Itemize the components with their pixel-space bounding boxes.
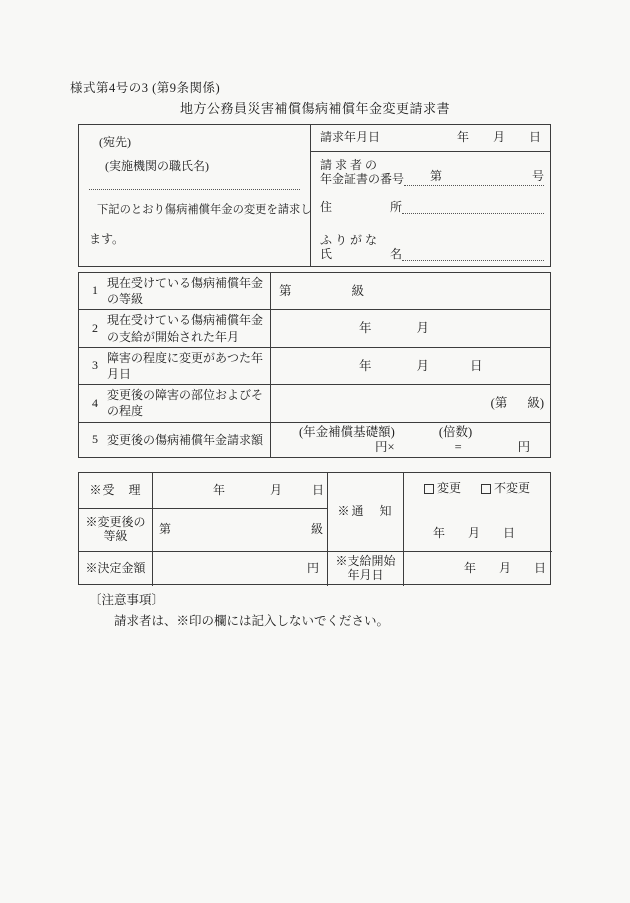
admin-table [78,472,551,585]
row-label: 変更後の障害の部位およびその程度 [107,388,264,419]
name-field [402,260,544,261]
equals-label: = [454,439,462,454]
month-label: 月 [467,526,480,541]
row-label: 現在受けている傷病補償年金の等級 [107,276,264,307]
addressee-cell [79,125,311,266]
new-grade-admin-label: ※変更後の 等級 [79,509,153,552]
row-number: 5 [92,431,98,446]
day-label: 日 [470,358,483,373]
notice-field [404,473,552,552]
checkbox-no-change-icon [481,484,491,494]
day-label: 日 [503,526,516,541]
addressee-label: (宛先) [99,135,131,149]
pension-cert-number-row [311,152,550,191]
payment-start-field [271,310,550,346]
header-table [78,124,551,267]
notes-heading: 〔注意事項〕 [89,593,165,607]
statement-line1: 下記のとおり傷病補償年金の変更を請求し [97,204,312,217]
checkbox-change-label: 変更 [436,481,461,495]
decided-amount-field [153,552,328,586]
new-grade-field [271,385,550,421]
row-label: 障害の程度に変更があつた年月日 [107,350,264,381]
main-table [78,272,551,458]
row-number: 3 [92,358,98,373]
multiplier-label: (倍数) [438,424,473,439]
pension-cert-label: 請 求 者 の 年金証書の番号 [320,157,405,186]
notice-date-field [433,526,521,542]
year-label: 年 [456,130,469,145]
claimant-info-cell [311,125,550,266]
grade-open: (第 [490,396,508,411]
year-label: 年 [432,526,445,541]
dotted-fill-line [89,184,300,190]
month-label: 月 [416,358,430,373]
yen-times-label: 円× [375,439,395,454]
day-label: 日 [533,561,546,576]
name-row [311,219,550,266]
table-row-2 [79,310,550,347]
claim-amount-field [271,423,550,458]
payment-start-admin-field [404,552,552,586]
table-row-5 [79,423,550,458]
grade-close: 級) [527,396,544,411]
form-title: 地方公務員災害補償傷病補償年金変更請求書 [179,101,450,116]
month-label: 月 [498,561,511,576]
furigana-label: ふ り が な [320,233,378,248]
day-label: 日 [528,130,541,145]
current-grade-field [271,273,550,309]
row-number: 1 [92,283,98,298]
yen-label: 円 [517,439,531,454]
agency-label: (実施機関の職氏名) [105,158,209,173]
request-date-row [311,125,550,152]
receipt-label: ※受 理 [79,473,153,509]
go-label: 号 [531,168,544,183]
yen-label: 円 [306,561,319,576]
year-label: 年 [212,482,225,497]
request-date-label: 請求年月日 [320,130,381,145]
payment-start-admin-label: ※支給開始 年月日 [328,552,404,586]
row-label: 現在受けている傷病補償年金の支給が開始された年月 [107,313,264,344]
year-label: 年 [359,358,372,373]
pension-cert-number-field [404,169,544,186]
notice-label: ※通 知 [328,473,404,552]
new-grade-admin-field [153,509,328,552]
kyu-label: 級 [310,522,323,537]
row-label: 変更後の傷病補償年金請求額 [107,432,264,447]
table-row-3 [79,348,550,385]
statement-line2: ます。 [89,231,125,246]
row-number: 4 [92,395,98,410]
checkbox-no-change-label: 不変更 [494,481,531,495]
month-label: 月 [492,130,505,145]
table-row-1 [79,273,550,310]
dai-label: 第 [430,168,443,183]
table-row-4 [79,385,550,422]
receipt-date-field [153,473,328,509]
month-label: 月 [416,321,430,336]
row-number: 2 [92,320,98,335]
base-amount-label: (年金補償基礎額) [299,424,395,439]
year-label: 年 [359,321,372,336]
dai-label: 第 [159,522,172,537]
name-label: ふ り が な 氏 名 [320,233,402,262]
address-label: 住 所 [320,199,402,214]
form-code: 様式第4号の3 (第9条関係) [70,81,221,95]
day-label: 日 [311,482,324,497]
notes-body: 請求者は、※印の欄には記入しないでください。 [114,614,390,628]
change-date-field [271,348,550,384]
year-label: 年 [463,561,476,576]
kyu-label: 級 [351,284,365,299]
address-row [311,191,550,220]
address-field [402,213,544,214]
dai-label: 第 [279,284,292,299]
checkbox-change-icon [424,484,434,494]
decided-amount-label: ※決定金額 [79,552,153,586]
month-label: 月 [269,482,282,497]
